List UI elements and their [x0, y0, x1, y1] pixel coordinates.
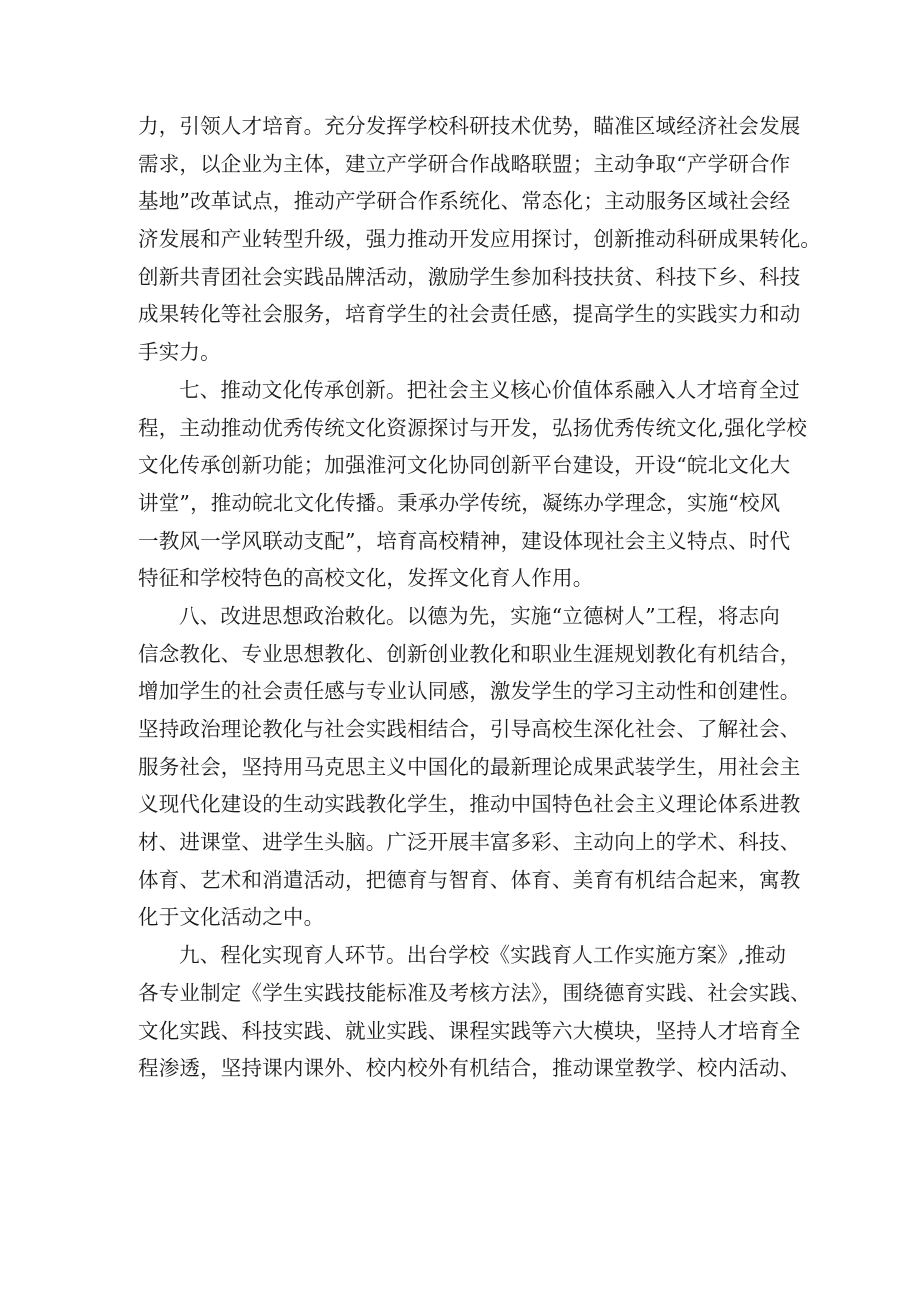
text-line: 特征和学校特色的高校文化，发挥文化育人作用。 [138, 566, 594, 591]
text-line: 体育、艺术和消遣活动，把德育与智育、体育、美育有机结合起来，寓教 [138, 867, 801, 892]
text-line: 力，引领人才培育。充分发挥学校科研技术优势，瞄准区域经济社会发展 [138, 114, 801, 138]
text-line: 化于文化活动之中。 [138, 905, 325, 930]
text-line: 八、改进思想政治敕化。以德为先，实施“立德树人”工程，将志向 [179, 603, 780, 628]
text-line: 创新共青团社会实践品牌活动，激励学生参加科技扶贫、科技下乡、科技 [138, 264, 801, 289]
text-line: 文化传承创新功能；加强淮河文化协同创新平台建设，开设“皖北文化大 [138, 453, 791, 478]
text-line: 济发展和产业转型升级，强力推动开发应用探讨，创新推动科研成果转化。 [138, 227, 822, 252]
text-line: 各专业制定《学生实践技能标准及考核方法》，围绕德育实践、社会实践、 [138, 980, 811, 1005]
text-line: 义现代化建设的生动实践教化学生，推动中国特色社会主义理论体系进教 [138, 792, 801, 817]
body-text [138, 108, 822, 1088]
text-line: 材、进课堂、进学生头脑。广泛开展丰富多彩、主动向上的学术、科技、 [138, 830, 801, 855]
paragraph-eight [138, 598, 801, 937]
text-line: 手实力。 [138, 340, 221, 365]
text-line: 信念教化、专业思想教化、创新创业教化和职业生涯规划教化有机结合， [138, 641, 801, 666]
paragraph-continued [138, 108, 822, 372]
text-line: 服务社会，坚持用马克思主义中国化的最新理论成果武装学生，用社会主 [138, 754, 801, 779]
text-line: 文化实践、科技实践、就业实践、课程实践等六大模块，坚持人才培育全 [138, 1018, 801, 1043]
text-line: 九、程化实现育人环节。出台学校《实践育人工作实施方案》,推动 [179, 943, 787, 968]
text-line: 增加学生的社会责任感与专业认同感，激发学生的学习主动性和创建性。 [138, 679, 801, 704]
paragraph-nine [138, 937, 811, 1088]
text-line: 程渗透，坚持课内课外、校内校外有机结合，推动课堂教学、校内活动、 [138, 1056, 801, 1081]
text-line: 讲堂”，推动皖北文化传播。秉承办学传统，凝练办学理念，实施“校风 [138, 490, 781, 515]
text-line: 需求，以企业为主体，建立产学研合作战略联盟；主动争取“产学研合作 [138, 151, 791, 176]
text-line: 基地”改革试点，推动产学研合作系统化、常态化；主动服务区域社会经 [138, 189, 791, 214]
text-line: 程，主动推动优秀传统文化资源探讨与开发，弘扬优秀传统文化,强化学校 [138, 415, 808, 440]
paragraph-seven [138, 372, 808, 598]
text-line: 坚持政治理论教化与社会实践相结合，引导高校生深化社会、了解社会、 [138, 717, 801, 741]
text-line: 一教风一学风联动支配”，培育高校精神，建设体现社会主义特点、时代 [138, 528, 791, 553]
text-line: 成果转化等社会服务，培育学生的社会责任感，提高学生的实践实力和动 [138, 302, 801, 327]
text-line: 七、推动文化传承创新。把社会主义核心价值体系融入人才培育全过 [179, 377, 800, 402]
